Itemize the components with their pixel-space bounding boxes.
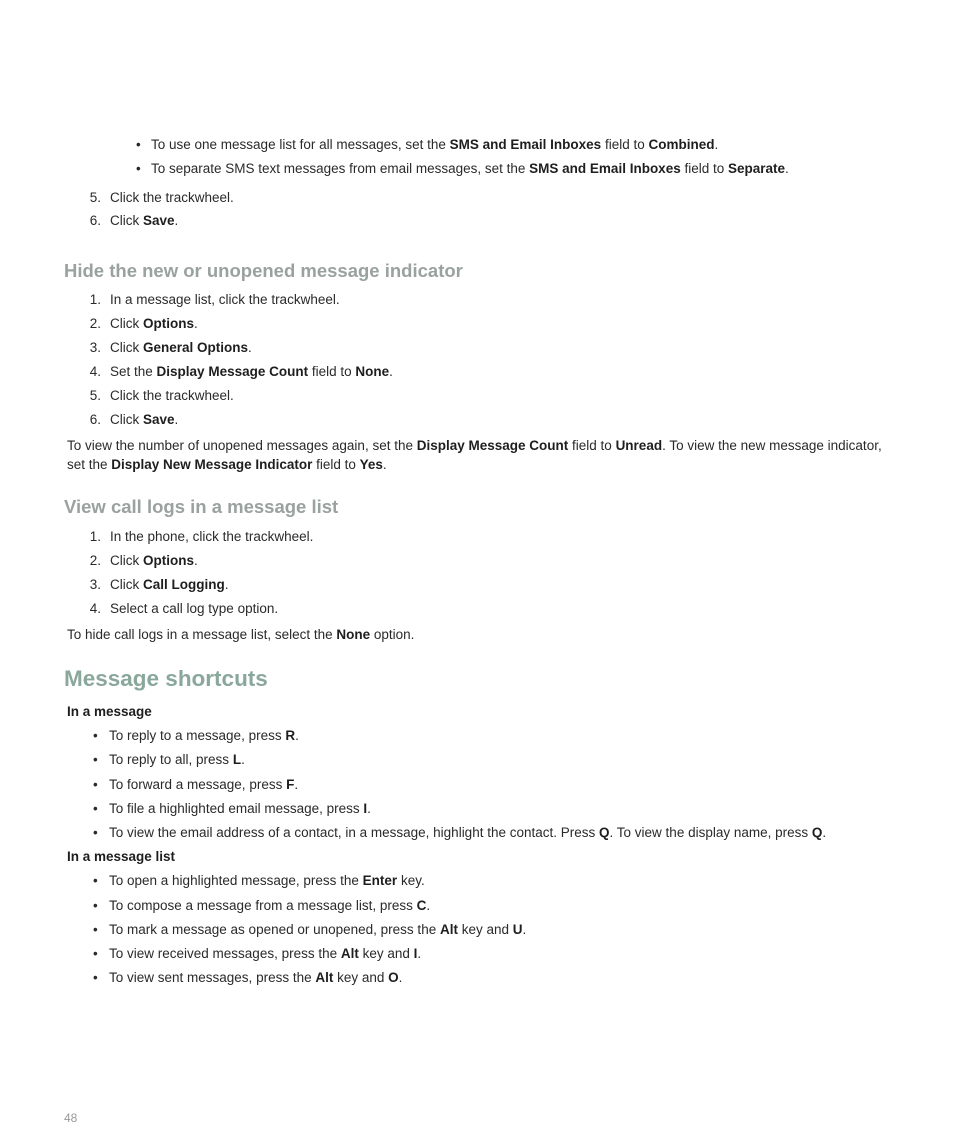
bullet-icon: •: [93, 946, 98, 961]
section-heading: View call logs in a message list: [64, 496, 339, 517]
note-paragraph: To view the number of unopened messages again, set the Display Message Count field to Unread. To view the new message indicator, set the Display New Message Indicator field to Yes.: [67, 438, 882, 472]
page-section-title: Message shortcuts: [64, 666, 268, 691]
note-paragraph: To hide call logs in a message list, select the None option.: [67, 627, 415, 642]
bullet-icon: •: [93, 922, 98, 937]
bullet-icon: •: [93, 777, 98, 792]
page-number: 48: [64, 1111, 78, 1125]
section-heading: Hide the new or unopened message indicator: [64, 260, 463, 281]
subsection-label: In a message: [67, 704, 152, 719]
bullet-icon: •: [93, 752, 98, 767]
bullet-icon: •: [93, 898, 98, 913]
bullet-icon: •: [136, 137, 141, 152]
bullet-icon: •: [93, 728, 98, 743]
bullet-icon: •: [93, 801, 98, 816]
bullet-icon: •: [93, 873, 98, 888]
subsection-label: In a message list: [67, 849, 176, 864]
bullet-icon: •: [93, 970, 98, 985]
bullet-icon: •: [136, 161, 141, 176]
bullet-icon: •: [93, 825, 98, 840]
